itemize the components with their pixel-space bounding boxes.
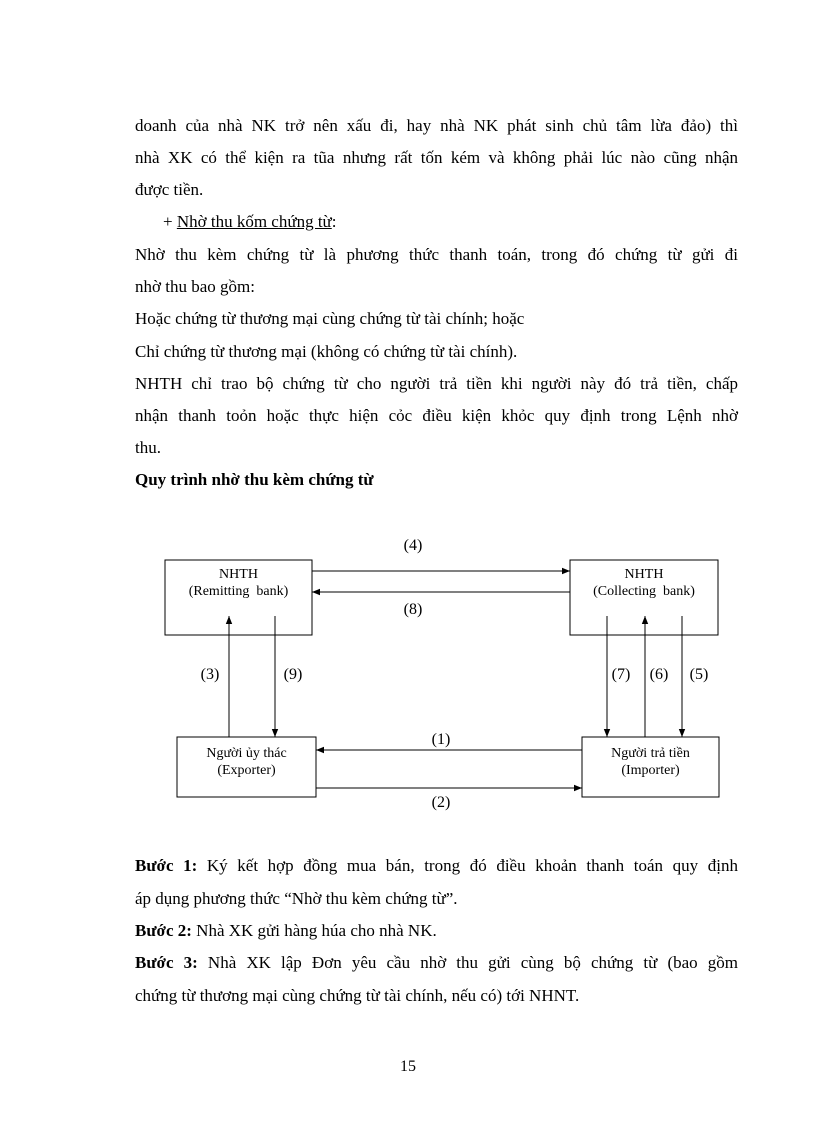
section-heading: Quy trình nhờ thu kèm chứng từ bbox=[135, 470, 374, 489]
subsection-title bbox=[163, 212, 337, 232]
paragraph-line: doanh của nhà NK trở nên xấu đi, hay nhà NK phát sinh chủ tâm lừa đảo) thì bbox=[135, 116, 738, 135]
paragraph-line: nhận thanh toỏn hoặc thực hiện cỏc điều kiện khỏc quy định trong Lệnh nhờ bbox=[135, 406, 738, 425]
step1-label: Bước 1: bbox=[135, 856, 198, 875]
collecting-bank-name: NHTH bbox=[624, 567, 664, 582]
importer-sub: (Importer) bbox=[621, 763, 680, 778]
paragraph-line: được tiền. bbox=[135, 180, 204, 199]
subsection-suffix: : bbox=[331, 212, 337, 231]
option-line: Chỉ chứng từ thương mại (không có chứng từ tài chính). bbox=[135, 342, 518, 361]
paragraph-line: NHTH chỉ trao bộ chứng từ cho người trả tiền khi người này đó trả tiền, chấp bbox=[135, 374, 738, 393]
step1-line bbox=[135, 856, 738, 876]
collecting-bank-sub: (Collecting bank) bbox=[593, 584, 695, 599]
step2-text: Nhà XK gửi hàng húa cho nhà NK. bbox=[191, 921, 437, 940]
step-label-4: (4) bbox=[403, 537, 423, 554]
page-number: 15 bbox=[400, 1058, 416, 1075]
step-label-3: (3) bbox=[200, 666, 220, 683]
step1-line2: áp dụng phương thức “Nhờ thu kèm chứng từ”. bbox=[135, 889, 458, 908]
remitting-bank-label bbox=[165, 566, 312, 600]
importer-name: Người trả tiền bbox=[611, 746, 690, 761]
importer-label bbox=[582, 745, 719, 779]
step3-text: Nhà XK lập Đơn yêu cầu nhờ thu gửi cùng bộ chứng từ (bao gồm bbox=[197, 953, 738, 972]
paragraph-line: nhà XK có thể kiện ra tũa nhưng rất tốn kém và không phải lúc nào cũng nhận bbox=[135, 148, 738, 167]
step3-line2: chứng từ thương mại cùng chứng từ tài chính, nếu có) tới NHNT. bbox=[135, 986, 580, 1005]
step2-line bbox=[135, 921, 738, 941]
subsection-prefix: + bbox=[163, 212, 177, 231]
option-line: Hoặc chứng từ thương mại cùng chứng từ tài chính; hoặc bbox=[135, 309, 525, 328]
exporter-name: Người ủy thác bbox=[206, 746, 287, 761]
remitting-bank-name: NHTH bbox=[219, 567, 258, 582]
step1-text: Ký kết hợp đồng mua bán, trong đó điều khoản thanh toán quy định bbox=[197, 856, 738, 875]
exporter-label bbox=[177, 745, 316, 779]
remitting-bank-sub: (Remitting bank) bbox=[188, 584, 289, 599]
step3-label: Bước 3: bbox=[135, 953, 198, 972]
paragraph-line: nhờ thu bao gồm: bbox=[135, 277, 255, 296]
step-label-6: (6) bbox=[649, 666, 669, 683]
step-label-9: (9) bbox=[283, 666, 303, 683]
subsection-title-text: Nhờ thu kốm chứng từ bbox=[176, 212, 332, 231]
step-label-7: (7) bbox=[611, 666, 631, 683]
paragraph-line: Nhờ thu kèm chứng từ là phương thức thanh toán, trong đó chứng từ gửi đi bbox=[135, 245, 738, 264]
collecting-bank-label bbox=[570, 566, 718, 600]
step3-line bbox=[135, 953, 738, 973]
paragraph-line: thu. bbox=[135, 438, 161, 457]
step-label-8: (8) bbox=[403, 601, 423, 618]
step2-label: Bước 2: bbox=[135, 921, 192, 940]
step-label-2: (2) bbox=[431, 794, 451, 811]
step-label-1: (1) bbox=[431, 731, 451, 748]
exporter-sub: (Exporter) bbox=[217, 763, 276, 778]
step-label-5: (5) bbox=[689, 666, 709, 683]
